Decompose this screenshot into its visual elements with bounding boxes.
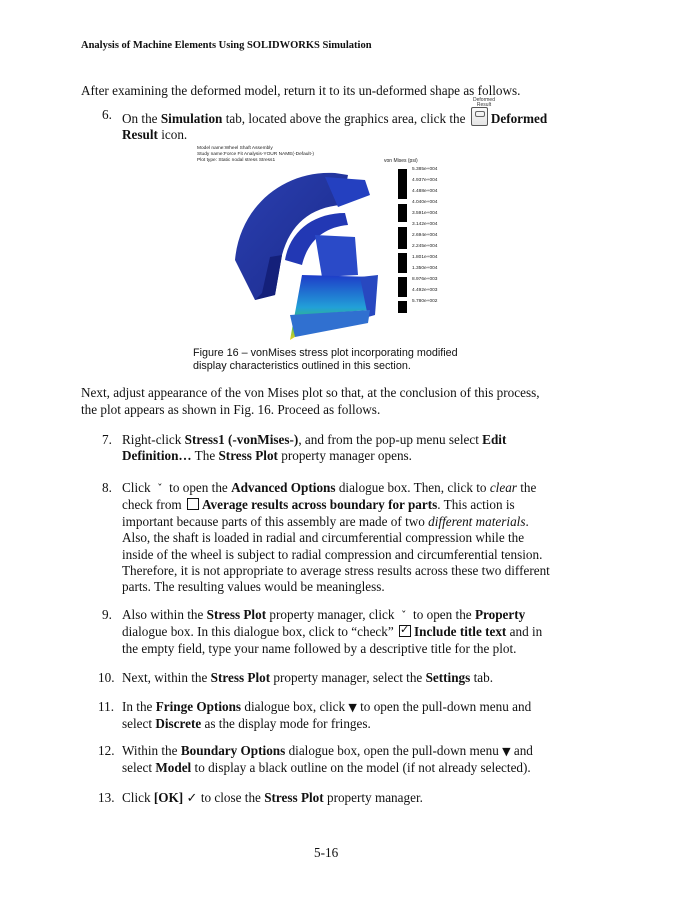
text: and in bbox=[506, 624, 543, 640]
bold-term: Settings bbox=[425, 670, 471, 685]
figure-caption bbox=[193, 347, 513, 373]
text: to close the bbox=[197, 790, 265, 805]
text: icon. bbox=[157, 127, 188, 143]
step-6 bbox=[102, 107, 572, 144]
text: the empty field, type your name followed by a descriptive title for the plot. bbox=[122, 640, 517, 656]
legend-color-bar bbox=[398, 169, 407, 313]
next-paragraph bbox=[81, 385, 601, 418]
caption-line: display characteristics outlined in this section. bbox=[193, 360, 411, 372]
text: to open the pull-down menu and bbox=[356, 699, 532, 714]
text: and bbox=[510, 743, 533, 758]
text: dialogue box. In this dialogue box, click to “check” bbox=[122, 624, 398, 640]
text: dialogue box, click bbox=[241, 699, 349, 714]
bold-term: Advanced Options bbox=[231, 480, 336, 495]
text: , and from the pop-up menu select bbox=[298, 432, 483, 447]
bold-term: Definition… bbox=[122, 448, 192, 464]
step-number: 6. bbox=[102, 107, 112, 122]
text: tab, located above the graphics area, click the bbox=[222, 111, 469, 126]
legend-value: 3.142e+004 bbox=[412, 222, 438, 227]
step-7 bbox=[102, 432, 572, 465]
unchecked-box-icon bbox=[187, 498, 199, 510]
triangle-down-icon: ▼ bbox=[348, 701, 357, 714]
text: property manager, select the bbox=[270, 670, 426, 685]
bold-term: Model bbox=[155, 760, 192, 776]
text: to open the bbox=[409, 607, 475, 622]
legend-segment bbox=[398, 204, 407, 222]
text: Next, adjust appearance of the von Mises plot so that, at the conclusion of this process, bbox=[81, 385, 540, 400]
legend-segment bbox=[398, 277, 407, 297]
text: to open the bbox=[165, 480, 232, 495]
figure-header bbox=[197, 146, 314, 164]
text: inside of the wheel is subject to radial compression and circumferential tension. bbox=[122, 546, 543, 562]
legend-value: 1.350e+004 bbox=[412, 266, 438, 271]
study-name: Study name:Force Fit Analysis-YOUR NAME(-Default-) bbox=[197, 152, 315, 157]
model-name: Model name:Wheel Shaft Assembly bbox=[197, 146, 273, 151]
legend-value: 4.488e+004 bbox=[412, 189, 438, 194]
bold-term: Stress Plot bbox=[264, 790, 324, 805]
bold-term: Edit bbox=[482, 432, 507, 447]
legend-segment bbox=[398, 253, 407, 273]
legend-segment bbox=[398, 301, 407, 313]
text: . This action is bbox=[437, 497, 515, 513]
caption-line: Figure 16 – vonMises stress plot incorporating modified bbox=[193, 347, 458, 359]
step-8 bbox=[102, 480, 572, 596]
step-11 bbox=[98, 699, 572, 733]
bold-term: Deformed bbox=[490, 111, 548, 126]
text: select bbox=[122, 716, 156, 732]
text: property manager, click bbox=[266, 607, 398, 622]
italic-term: different materials bbox=[428, 513, 526, 529]
checkmark-icon: ✓ bbox=[186, 790, 198, 805]
step-number: 7. bbox=[102, 432, 112, 447]
legend-value: 5.385e+004 bbox=[412, 167, 438, 172]
bold-term: Stress Plot bbox=[206, 607, 267, 622]
chevron-down-icon: ˇ bbox=[401, 609, 407, 622]
text: tab. bbox=[470, 670, 493, 685]
step-number: 8. bbox=[102, 480, 112, 495]
step-number: 9. bbox=[102, 607, 112, 622]
legend-value: 4.040e+004 bbox=[412, 200, 438, 205]
text: . bbox=[525, 513, 529, 529]
text: the bbox=[516, 480, 537, 495]
running-head: Analysis of Machine Elements Using SOLIDWORKS Simulation bbox=[81, 40, 372, 51]
deformed-result-icon bbox=[471, 107, 488, 126]
stress-model-graphic bbox=[230, 165, 390, 345]
legend-value: 1.801e+004 bbox=[412, 255, 438, 260]
legend-value: 4.492e+003 bbox=[412, 288, 438, 293]
bold-term: Average results across boundary for parts bbox=[201, 497, 438, 513]
bold-term: Simulation bbox=[160, 111, 223, 126]
chevron-down-icon: ˇ bbox=[157, 482, 163, 495]
bold-term: Stress1 (-vonMises-) bbox=[184, 432, 299, 447]
checked-box-icon bbox=[399, 625, 411, 637]
legend-value: 2.694e+004 bbox=[412, 233, 438, 238]
step-number: 12. bbox=[98, 743, 115, 758]
bold-term: Result bbox=[122, 127, 158, 143]
text: Click bbox=[122, 480, 154, 495]
text: to display a black outline on the model (if not already selected). bbox=[191, 760, 531, 776]
text: Next, within the bbox=[122, 670, 211, 685]
legend-value: 2.245e+004 bbox=[412, 244, 438, 249]
text: important because parts of this assembly are made of two bbox=[122, 513, 429, 529]
bold-term: Boundary Options bbox=[180, 743, 286, 758]
page-number: 5-16 bbox=[314, 845, 339, 860]
deformed-result-icon-label: Deformed Result bbox=[473, 97, 495, 108]
legend-value: 4.937e+004 bbox=[412, 178, 438, 183]
text: In the bbox=[122, 699, 156, 714]
bold-term: Stress Plot bbox=[218, 448, 278, 464]
legend-segment bbox=[398, 227, 407, 249]
text: The bbox=[191, 448, 219, 464]
legend-title: von Mises (psi) bbox=[384, 158, 418, 164]
text: Right-click bbox=[122, 432, 185, 447]
step-10 bbox=[98, 670, 572, 686]
italic-term: clear bbox=[489, 480, 517, 495]
bold-term: Include title text bbox=[414, 624, 507, 640]
bold-term: Fringe Options bbox=[155, 699, 242, 714]
text: dialogue box. Then, click to bbox=[335, 480, 490, 495]
step-13 bbox=[98, 790, 572, 806]
text: property manager. bbox=[323, 790, 423, 805]
text: dialogue box, open the pull-down menu bbox=[285, 743, 503, 758]
text: as the display mode for fringes. bbox=[201, 716, 371, 732]
text: check from bbox=[122, 497, 185, 513]
text: Also within the bbox=[122, 607, 207, 622]
step-number: 11. bbox=[98, 699, 114, 714]
legend-value: 5.780e+002 bbox=[412, 299, 438, 304]
text: parts. The resulting values would be meaningless. bbox=[122, 579, 385, 595]
legend-value: 8.976e+003 bbox=[412, 277, 438, 282]
text: the plot appears as shown in Fig. 16. Proceed as follows. bbox=[81, 401, 381, 417]
text: Within the bbox=[122, 743, 181, 758]
step-number: 10. bbox=[98, 670, 115, 685]
text: Also, the shaft is loaded in radial and circumferential compression while the bbox=[122, 530, 525, 546]
plot-type: Plot type: Static nodal stress Stress1 bbox=[197, 158, 276, 163]
intro-paragraph: After examining the deformed model, return it to its un-deformed shape as follows. bbox=[81, 83, 521, 98]
bold-term: [OK] bbox=[153, 790, 184, 805]
text: Therefore, it is not appropriate to average stress results across these two different bbox=[122, 563, 550, 579]
text: On the bbox=[122, 111, 161, 126]
text: Click bbox=[122, 790, 154, 805]
step-number: 13. bbox=[98, 790, 115, 805]
bold-term: Discrete bbox=[155, 716, 202, 732]
bold-term: Property bbox=[474, 607, 526, 622]
text: property manager opens. bbox=[277, 448, 412, 464]
shaft-upper bbox=[315, 235, 358, 277]
triangle-down-icon: ▼ bbox=[502, 745, 511, 758]
legend-segment bbox=[398, 169, 407, 199]
text: select bbox=[122, 760, 156, 776]
legend-value: 3.591e+004 bbox=[412, 211, 438, 216]
step-12 bbox=[98, 743, 572, 777]
step-9 bbox=[102, 607, 572, 657]
bold-term: Stress Plot bbox=[210, 670, 271, 685]
